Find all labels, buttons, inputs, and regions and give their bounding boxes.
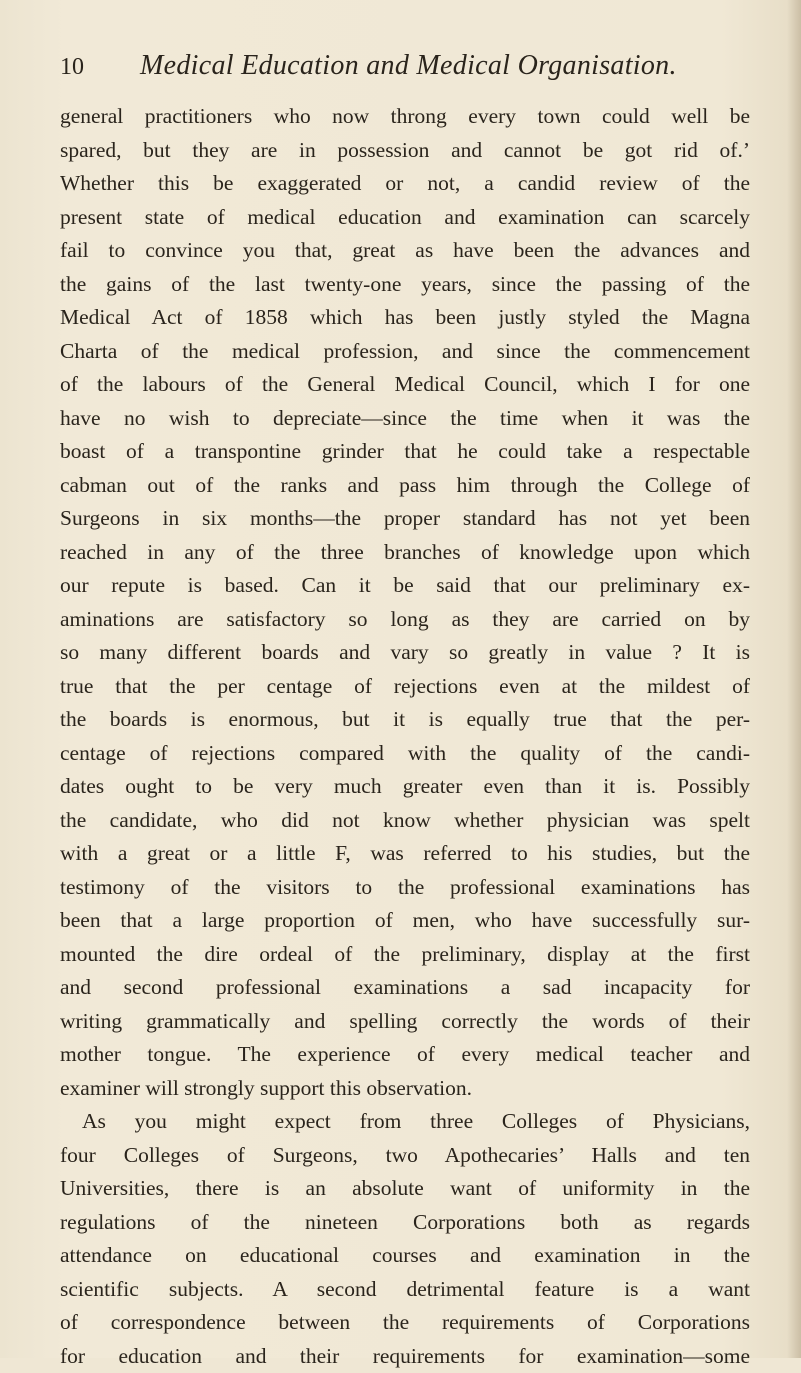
text-line: present state of medical education and examination can scarcely	[60, 201, 750, 235]
text-line: with a great or a little F, was referred to his studies, but the	[60, 837, 750, 871]
text-line: of the labours of the General Medical Council, which I for one	[60, 368, 750, 402]
text-line: fail to convince you that, great as have been the advances and	[60, 234, 750, 268]
text-line: Universities, there is an absolute want of uniformity in the	[60, 1172, 750, 1206]
text-line: so many different boards and vary so greatly in value ? It is	[60, 636, 750, 670]
text-line: general practitioners who now throng every town could well be	[60, 100, 750, 134]
text-line: Surgeons in six months—the proper standard has not yet been	[60, 502, 750, 536]
page-number: 10	[60, 54, 84, 81]
page-edge-shadow	[787, 0, 801, 1358]
text-line: spared, but they are in possession and cannot be got rid of.’	[60, 134, 750, 168]
text-line: for education and their requirements for examination—some	[60, 1340, 750, 1373]
text-line: the gains of the last twenty-one years, since the passing of the	[60, 268, 750, 302]
text-line: Medical Act of 1858 which has been justly styled the Magna	[60, 301, 750, 335]
text-line: aminations are satisfactory so long as they are carried on by	[60, 603, 750, 637]
text-line: have no wish to depreciate—since the time when it was the	[60, 402, 750, 436]
text-line: of correspondence between the requirements of Corporations	[60, 1306, 750, 1340]
text-line: dates ought to be very much greater even than it is. Possibly	[60, 770, 750, 804]
text-line: cabman out of the ranks and pass him through the College of	[60, 469, 750, 503]
text-line: the candidate, who did not know whether physician was spelt	[60, 804, 750, 838]
text-line: the boards is enormous, but it is equally true that the per-	[60, 703, 750, 737]
text-line: attendance on educational courses and examination in the	[60, 1239, 750, 1273]
body-text	[60, 100, 750, 1373]
running-title: Medical Education and Medical Organisation.	[140, 50, 677, 82]
paragraph-end-line: examiner will strongly support this observation.	[60, 1072, 750, 1106]
text-line: mother tongue. The experience of every medical teacher and	[60, 1038, 750, 1072]
text-line: regulations of the nineteen Corporations both as regards	[60, 1206, 750, 1240]
paragraph-start-line: As you might expect from three Colleges of Physicians,	[60, 1105, 750, 1139]
text-line: scientific subjects. A second detrimental feature is a want	[60, 1273, 750, 1307]
text-line: and second professional examinations a sad incapacity for	[60, 971, 750, 1005]
text-line: true that the per centage of rejections even at the mildest of	[60, 670, 750, 704]
text-line: reached in any of the three branches of knowledge upon which	[60, 536, 750, 570]
page-header	[60, 50, 760, 90]
text-line: testimony of the visitors to the professional examinations has	[60, 871, 750, 905]
text-line: Charta of the medical profession, and since the commencement	[60, 335, 750, 369]
text-line: Whether this be exaggerated or not, a candid review of the	[60, 167, 750, 201]
text-line: mounted the dire ordeal of the preliminary, display at the first	[60, 938, 750, 972]
text-line: writing grammatically and spelling correctly the words of their	[60, 1005, 750, 1039]
text-line: centage of rejections compared with the quality of the candi-	[60, 737, 750, 771]
text-line: our repute is based. Can it be said that our preliminary ex-	[60, 569, 750, 603]
text-line: been that a large proportion of men, who have successfully sur-	[60, 904, 750, 938]
text-line: four Colleges of Surgeons, two Apothecaries’ Halls and ten	[60, 1139, 750, 1173]
text-line: boast of a transpontine grinder that he could take a respectable	[60, 435, 750, 469]
